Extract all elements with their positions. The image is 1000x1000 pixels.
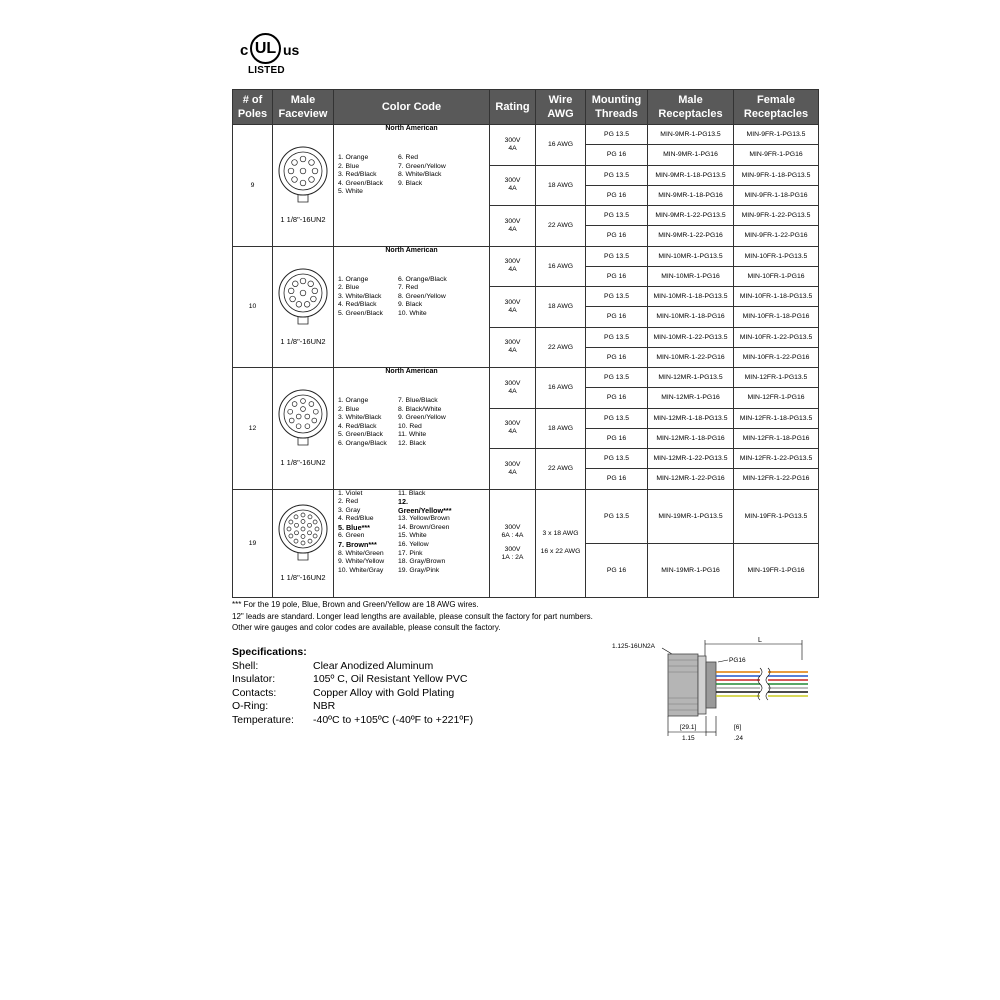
pg-callout: PG16 xyxy=(729,657,746,664)
pin-contact xyxy=(309,160,315,166)
pin-contact xyxy=(311,296,317,302)
note-line: 12" leads are standard. Longer lead lengths are available, please consult the factory for part numbers. xyxy=(232,611,593,621)
spec-value: Clear Anodized Aluminum xyxy=(313,659,434,672)
header-male-receptacles: Male Receptacles xyxy=(648,90,734,125)
color-code-item: 5. Blue*** xyxy=(338,522,370,532)
table-notes xyxy=(232,599,593,634)
note-line: Other wire gauges and color codes are available, please consult the factory. xyxy=(232,623,501,632)
pin-contact xyxy=(294,515,298,519)
color-code-item: 7. Blue/Black xyxy=(398,397,438,404)
color-code-item: 9. White/Yellow xyxy=(338,558,385,566)
pin-contact xyxy=(309,177,315,183)
color-code-cell xyxy=(334,246,490,368)
spec-key: Contacts: xyxy=(232,686,277,699)
mounting-thread-cell: PG 13.5 xyxy=(586,246,648,266)
rating-voltage: 300V xyxy=(504,258,521,266)
pin-contact xyxy=(287,527,291,531)
color-code-item: 3. White/Black xyxy=(338,414,382,422)
pin-contact xyxy=(312,288,318,294)
header-wire-awg: Wire AWG xyxy=(536,90,586,125)
pin-contact xyxy=(301,513,305,517)
rating-line: 300V xyxy=(504,546,521,553)
female-part-number: MIN-19FR-1-PG13.5 xyxy=(734,489,819,543)
color-code-item: 8. White/Black xyxy=(398,171,442,179)
pin-contact xyxy=(308,515,312,519)
hex-flange xyxy=(698,656,706,714)
faceview-figure xyxy=(274,257,332,357)
color-code-cell xyxy=(334,125,490,247)
color-code-item: 12. Green/Yellow*** xyxy=(398,497,452,515)
pin-contact xyxy=(296,301,302,307)
color-code-item: 12. Black xyxy=(398,439,426,447)
color-code-title: North American xyxy=(385,246,438,254)
color-list-right xyxy=(398,276,458,319)
pin-contact xyxy=(301,407,306,412)
faceview-thread-label: 1 1/8"-16UN2 xyxy=(280,573,326,582)
wire-awg-cell: 18 AWG xyxy=(536,287,586,328)
wire-awg-cell: 22 AWG xyxy=(536,206,586,247)
pin-contact xyxy=(289,520,293,524)
pin-contact xyxy=(288,410,293,415)
color-code-block xyxy=(334,490,489,597)
poles-count: 12 xyxy=(233,368,273,490)
ul-listed-text: LISTED xyxy=(248,65,285,76)
pin-contact xyxy=(308,523,312,527)
mounting-thread-cell: PG 13.5 xyxy=(586,125,648,145)
color-code-cell xyxy=(334,368,490,490)
female-part-number: MIN-10FR-1-22-PG13.5 xyxy=(734,327,819,347)
ul-ring: UL xyxy=(250,33,281,64)
male-part-number: MIN-10MR-1-22-PG13.5 xyxy=(648,327,734,347)
pin-contact xyxy=(313,410,318,415)
faceview-cell xyxy=(273,246,334,368)
mounting-thread-cell: PG 13.5 xyxy=(586,408,648,428)
mounting-thread-cell: PG 16 xyxy=(586,469,648,489)
wire-awg-cell: 16 AWG xyxy=(536,125,586,166)
mounting-thread-cell: PG 16 xyxy=(586,145,648,165)
rating-cell xyxy=(490,125,536,166)
pin-contact xyxy=(305,414,310,419)
mounting-thread-cell: PG 16 xyxy=(586,266,648,286)
color-code-item: 7. Red xyxy=(398,284,419,292)
pin-contact xyxy=(312,418,317,423)
color-code-block xyxy=(334,247,489,368)
rating-current: 4A xyxy=(508,468,517,476)
faceview-figure xyxy=(274,493,332,593)
color-list-left xyxy=(338,154,398,197)
color-code-item: 13. Yellow/Brown xyxy=(398,515,450,523)
male-part-number: MIN-12MR-1-22-PG16 xyxy=(648,469,734,489)
poles-count: 9 xyxy=(233,125,273,247)
ul-listed-logo xyxy=(238,32,302,80)
connector-faceview-icon xyxy=(275,265,331,327)
male-part-number: MIN-10MR-1-18-PG16 xyxy=(648,307,734,327)
pin-contact xyxy=(296,414,301,419)
male-part-number: MIN-12MR-1-PG16 xyxy=(648,388,734,408)
male-part-number: MIN-12MR-1-18-PG13.5 xyxy=(648,408,734,428)
faceview-figure xyxy=(274,378,332,478)
awg-line xyxy=(536,538,585,548)
pin-contact xyxy=(301,541,305,545)
male-part-number: MIN-12MR-1-PG13.5 xyxy=(648,368,734,388)
color-code-item: 10. White/Gray xyxy=(338,566,384,574)
color-code-cell xyxy=(334,489,490,597)
pin-contact xyxy=(308,539,312,543)
receptacle-dimension-drawing xyxy=(610,636,830,746)
female-part-number: MIN-9FR-1-PG16 xyxy=(734,145,819,165)
faceview-cell xyxy=(273,489,334,597)
pin-contact xyxy=(301,527,305,531)
specifications-block xyxy=(232,646,473,727)
header-poles: # of Poles xyxy=(233,90,273,125)
color-code-item: 17. Pink xyxy=(398,549,423,557)
color-code-item: 15. White xyxy=(398,532,427,540)
rating-voltage: 300V xyxy=(504,177,521,185)
rating-cell xyxy=(490,368,536,409)
color-code-item: 9. Black xyxy=(398,179,423,187)
poles-count: 19 xyxy=(233,489,273,597)
pin-contact xyxy=(290,296,296,302)
pin-contact xyxy=(294,539,298,543)
pin-contact xyxy=(315,527,319,531)
pin-contact xyxy=(313,534,317,538)
header-female-receptacles: Female Receptacles xyxy=(734,90,819,125)
pin-contact xyxy=(313,520,317,524)
mounting-thread-cell: PG 16 xyxy=(586,428,648,448)
color-code-item: 4. Red/Blue xyxy=(338,515,374,523)
rating-cell xyxy=(490,327,536,368)
color-list-left xyxy=(338,490,398,576)
pin-contact xyxy=(295,523,299,527)
color-code-item: 5. Green/Black xyxy=(338,309,383,317)
rating-cell xyxy=(490,449,536,490)
rating-cell xyxy=(490,165,536,206)
table-row xyxy=(233,125,819,145)
mounting-thread-cell: PG 13.5 xyxy=(586,165,648,185)
male-part-number: MIN-19MR-1-PG13.5 xyxy=(648,489,734,543)
rating-voltage: 300V xyxy=(504,460,521,468)
rating-voltage: 300V xyxy=(504,379,521,387)
header-mounting-threads: Mounting Threads xyxy=(586,90,648,125)
color-list-left xyxy=(338,276,398,319)
color-code-item: 6. Orange/Black xyxy=(338,439,387,447)
header-rating: Rating xyxy=(490,90,536,125)
rating-current: 4A xyxy=(508,225,517,233)
note-line: *** For the 19 pole, Blue, Brown and Green/Yellow are 18 AWG wires. xyxy=(232,600,479,609)
mounting-thread-cell: PG 13.5 xyxy=(586,206,648,226)
spec-row xyxy=(232,700,473,714)
rating-cell xyxy=(490,408,536,449)
pin-contact xyxy=(292,177,298,183)
color-code-block xyxy=(334,125,489,246)
faceview-figure xyxy=(274,135,332,235)
female-part-number: MIN-9FR-1-22-PG16 xyxy=(734,226,819,246)
spec-key: Temperature: xyxy=(232,713,294,726)
mounting-thread-cell: PG 13.5 xyxy=(586,327,648,347)
color-code-item: 2. Blue xyxy=(338,162,360,170)
pin-contact xyxy=(293,281,299,287)
faceview-thread-label: 1 1/8"-16UN2 xyxy=(280,458,326,468)
rating-current: 4A xyxy=(508,144,517,152)
color-code-item: 2. Red xyxy=(338,498,359,506)
dim-nut-mm: [6] xyxy=(734,724,742,731)
male-part-number: MIN-19MR-1-PG16 xyxy=(648,543,734,597)
wire-leads xyxy=(716,672,808,696)
color-code-item: 4. Red/Black xyxy=(338,422,377,430)
wire-awg-cell: 18 AWG xyxy=(536,408,586,449)
color-code-item: 4. Red/Black xyxy=(338,301,377,309)
faceview-thread-label: 1 1/8"-16UN2 xyxy=(280,215,326,225)
rating-current: 4A xyxy=(508,347,517,355)
connector-faceview-icon xyxy=(275,501,331,563)
male-part-number: MIN-10MR-1-22-PG16 xyxy=(648,347,734,367)
poles-count: 10 xyxy=(233,246,273,368)
color-code-item: 19. Gray/Pink xyxy=(398,566,440,574)
color-code-item: 9. Black xyxy=(398,301,423,309)
ul-us-mark: us xyxy=(283,42,300,58)
awg-line: 3 x 18 AWG xyxy=(542,530,579,537)
rating-voltage: 300V xyxy=(504,136,521,144)
pin-contact xyxy=(300,278,306,284)
table-row xyxy=(233,368,819,388)
pin-contact xyxy=(308,531,312,535)
rating-cell xyxy=(490,489,536,597)
female-part-number: MIN-12FR-1-18-PG16 xyxy=(734,428,819,448)
color-code-item: 1. Orange xyxy=(338,275,369,283)
rating-voltage: 300V xyxy=(504,420,521,428)
color-code-item: 5. White xyxy=(338,188,363,196)
pin-contact xyxy=(300,168,306,174)
wire-awg-cell: 16 AWG xyxy=(536,246,586,287)
mounting-thread-cell: PG 16 xyxy=(586,388,648,408)
female-part-number: MIN-10FR-1-18-PG13.5 xyxy=(734,287,819,307)
rating-line: 1A : 2A xyxy=(501,554,524,561)
mounting-thread-cell: PG 16 xyxy=(586,347,648,367)
pin-contact xyxy=(300,290,306,296)
color-list-left xyxy=(338,397,398,449)
dim-shell-in: 1.15 xyxy=(682,735,695,742)
female-part-number: MIN-10FR-1-22-PG16 xyxy=(734,347,819,367)
female-part-number: MIN-10FR-1-PG13.5 xyxy=(734,246,819,266)
color-code-item: 8. White/Green xyxy=(338,549,384,557)
female-part-number: MIN-12FR-1-22-PG16 xyxy=(734,469,819,489)
ul-c-mark: c xyxy=(240,42,249,59)
color-code-item: 16. Yellow xyxy=(398,541,429,549)
pin-contact xyxy=(296,424,301,429)
rating-cell xyxy=(490,206,536,247)
faceview-cell xyxy=(273,125,334,247)
spec-row xyxy=(232,714,473,728)
pin-contact xyxy=(292,160,298,166)
color-code-item: 4. Green/Black xyxy=(338,179,383,187)
color-code-item: 6. Orange/Black xyxy=(398,275,447,283)
color-code-item: 10. White xyxy=(398,309,427,317)
pin-contact xyxy=(309,402,314,407)
table-header-row xyxy=(233,90,819,125)
female-part-number: MIN-12FR-1-PG16 xyxy=(734,388,819,408)
spec-row xyxy=(232,660,473,674)
faceview-thread-label: 1 1/8"-16UN2 xyxy=(280,336,326,346)
color-code-item: 1. Orange xyxy=(338,154,369,161)
color-code-item: 18. Gray/Brown xyxy=(398,558,446,566)
male-part-number: MIN-9MR-1-22-PG13.5 xyxy=(648,206,734,226)
mounting-thread-cell: PG 16 xyxy=(586,185,648,205)
mounting-thread-cell: PG 13.5 xyxy=(586,449,648,469)
header-faceview: Male Faceview xyxy=(273,90,334,125)
pin-contact xyxy=(288,168,294,174)
wire-awg-cell xyxy=(536,489,586,597)
length-callout: L xyxy=(758,637,762,644)
rating-current: 4A xyxy=(508,185,517,193)
pin-contact xyxy=(305,424,310,429)
color-code-block xyxy=(334,368,489,489)
color-code-item: 8. Black/White xyxy=(398,405,442,413)
spec-key: Shell: xyxy=(232,659,259,672)
female-part-number: MIN-9FR-1-PG13.5 xyxy=(734,125,819,145)
connector-spec-table xyxy=(232,89,819,598)
pin-contact xyxy=(300,156,306,162)
rating-cell xyxy=(490,246,536,287)
female-part-number: MIN-9FR-1-18-PG16 xyxy=(734,185,819,205)
male-part-number: MIN-10MR-1-18-PG13.5 xyxy=(648,287,734,307)
spec-key: O-Ring: xyxy=(232,700,269,712)
color-code-item: 2. Blue xyxy=(338,405,360,413)
color-code-item: 9. Green/Yellow xyxy=(398,414,446,422)
thread-callout: 1.125-16UN2A xyxy=(612,643,655,650)
rating-line: 6A : 4A xyxy=(501,532,524,539)
color-code-item: 6. Red xyxy=(398,154,419,161)
pin-contact xyxy=(312,168,318,174)
dim-shell-mm: [29.1] xyxy=(680,724,697,731)
wire-awg-cell: 18 AWG xyxy=(536,165,586,206)
color-code-title: North American xyxy=(385,125,438,132)
male-part-number: MIN-12MR-1-22-PG13.5 xyxy=(648,449,734,469)
female-part-number: MIN-12FR-1-18-PG13.5 xyxy=(734,408,819,428)
pin-contact xyxy=(301,520,305,524)
dim-nut-in: .24 xyxy=(734,735,744,742)
color-code-item: 3. White/Black xyxy=(338,292,382,300)
male-part-number: MIN-9MR-1-22-PG16 xyxy=(648,226,734,246)
table-row xyxy=(233,246,819,266)
pg-nut xyxy=(706,662,716,708)
spec-value: -40ºC to +105ºC (-40ºF to +221ºF) xyxy=(313,713,474,726)
rating-voltage: 300V xyxy=(504,298,521,306)
pin-contact xyxy=(292,402,297,407)
male-part-number: MIN-9MR-1-18-PG16 xyxy=(648,185,734,205)
pin-contact xyxy=(301,535,305,539)
pin-contact xyxy=(289,534,293,538)
color-code-item: 11. Black xyxy=(398,489,426,497)
spec-value: Copper Alloy with Gold Plating xyxy=(313,686,455,699)
threaded-shell xyxy=(668,654,698,716)
female-part-number: MIN-10FR-1-18-PG16 xyxy=(734,307,819,327)
pin-contact xyxy=(308,281,314,287)
pin-contact xyxy=(301,399,306,404)
connector-faceview-icon xyxy=(275,386,331,448)
color-code-item: 11. White xyxy=(398,431,427,439)
rating-voltage: 300V xyxy=(504,339,521,347)
female-part-number: MIN-12FR-1-PG13.5 xyxy=(734,368,819,388)
spec-value: NBR xyxy=(313,700,336,712)
spec-row xyxy=(232,687,473,701)
color-list-right xyxy=(398,154,458,197)
mounting-thread-cell: PG 16 xyxy=(586,543,648,597)
color-code-item: 1. Orange xyxy=(338,397,369,404)
pin-contact xyxy=(288,288,294,294)
wire-awg-cell: 22 AWG xyxy=(536,449,586,490)
female-part-number: MIN-9FR-1-22-PG13.5 xyxy=(734,206,819,226)
pin-contact xyxy=(295,531,299,535)
color-code-item: 3. Gray xyxy=(338,506,361,514)
male-part-number: MIN-12MR-1-18-PG16 xyxy=(648,428,734,448)
female-part-number: MIN-12FR-1-22-PG13.5 xyxy=(734,449,819,469)
color-code-title: North American xyxy=(385,368,438,375)
spec-key: Insulator: xyxy=(232,673,276,685)
color-code-item: 3. Red/Black xyxy=(338,171,377,179)
spec-row xyxy=(232,673,473,687)
rating-current: 4A xyxy=(508,387,517,395)
pin-contact xyxy=(300,180,306,186)
female-part-number: MIN-19FR-1-PG16 xyxy=(734,543,819,597)
table-row xyxy=(233,489,819,543)
color-code-item: 7. Brown*** xyxy=(338,540,377,550)
male-part-number: MIN-9MR-1-PG16 xyxy=(648,145,734,165)
color-code-item: 1. Violet xyxy=(338,489,363,497)
male-part-number: MIN-9MR-1-18-PG13.5 xyxy=(648,165,734,185)
wire-awg-cell: 16 AWG xyxy=(536,368,586,409)
color-code-item: 6. Green xyxy=(338,532,365,540)
awg-line: 16 x 22 AWG xyxy=(540,548,581,555)
mounting-thread-cell: PG 13.5 xyxy=(586,489,648,543)
mounting-thread-cell: PG 16 xyxy=(586,226,648,246)
pin-contact xyxy=(289,418,294,423)
specifications-title: Specifications: xyxy=(232,646,307,658)
color-list-right xyxy=(398,397,458,449)
color-code-item: 5. Green/Black xyxy=(338,431,383,439)
connector-faceview-icon xyxy=(275,143,331,205)
rating-current: 4A xyxy=(508,266,517,274)
female-part-number: MIN-10FR-1-PG16 xyxy=(734,266,819,286)
pin-contact xyxy=(304,301,310,307)
rating-voltage: 300V xyxy=(504,217,521,225)
rating-cell xyxy=(490,287,536,328)
rating-line: 300V xyxy=(504,524,521,531)
spec-value: 105º C, Oil Resistant Yellow PVC xyxy=(313,673,468,685)
mounting-thread-cell: PG 13.5 xyxy=(586,368,648,388)
color-code-item: 2. Blue xyxy=(338,284,360,292)
male-part-number: MIN-9MR-1-PG13.5 xyxy=(648,125,734,145)
rating-current: 4A xyxy=(508,306,517,314)
male-part-number: MIN-10MR-1-PG16 xyxy=(648,266,734,286)
rating-current: 4A xyxy=(508,428,517,436)
faceview-cell xyxy=(273,368,334,490)
mounting-thread-cell: PG 16 xyxy=(586,307,648,327)
header-color-code: Color Code xyxy=(334,90,490,125)
color-code-item: 10. Red xyxy=(398,422,422,430)
color-list-right xyxy=(398,490,458,576)
color-code-item: 7. Green/Yellow xyxy=(398,162,446,170)
color-code-item: 14. Brown/Green xyxy=(398,523,450,531)
wire-awg-cell: 22 AWG xyxy=(536,327,586,368)
mounting-thread-cell: PG 13.5 xyxy=(586,287,648,307)
female-part-number: MIN-9FR-1-18-PG13.5 xyxy=(734,165,819,185)
male-part-number: MIN-10MR-1-PG13.5 xyxy=(648,246,734,266)
color-code-item: 8. Green/Yellow xyxy=(398,292,446,300)
